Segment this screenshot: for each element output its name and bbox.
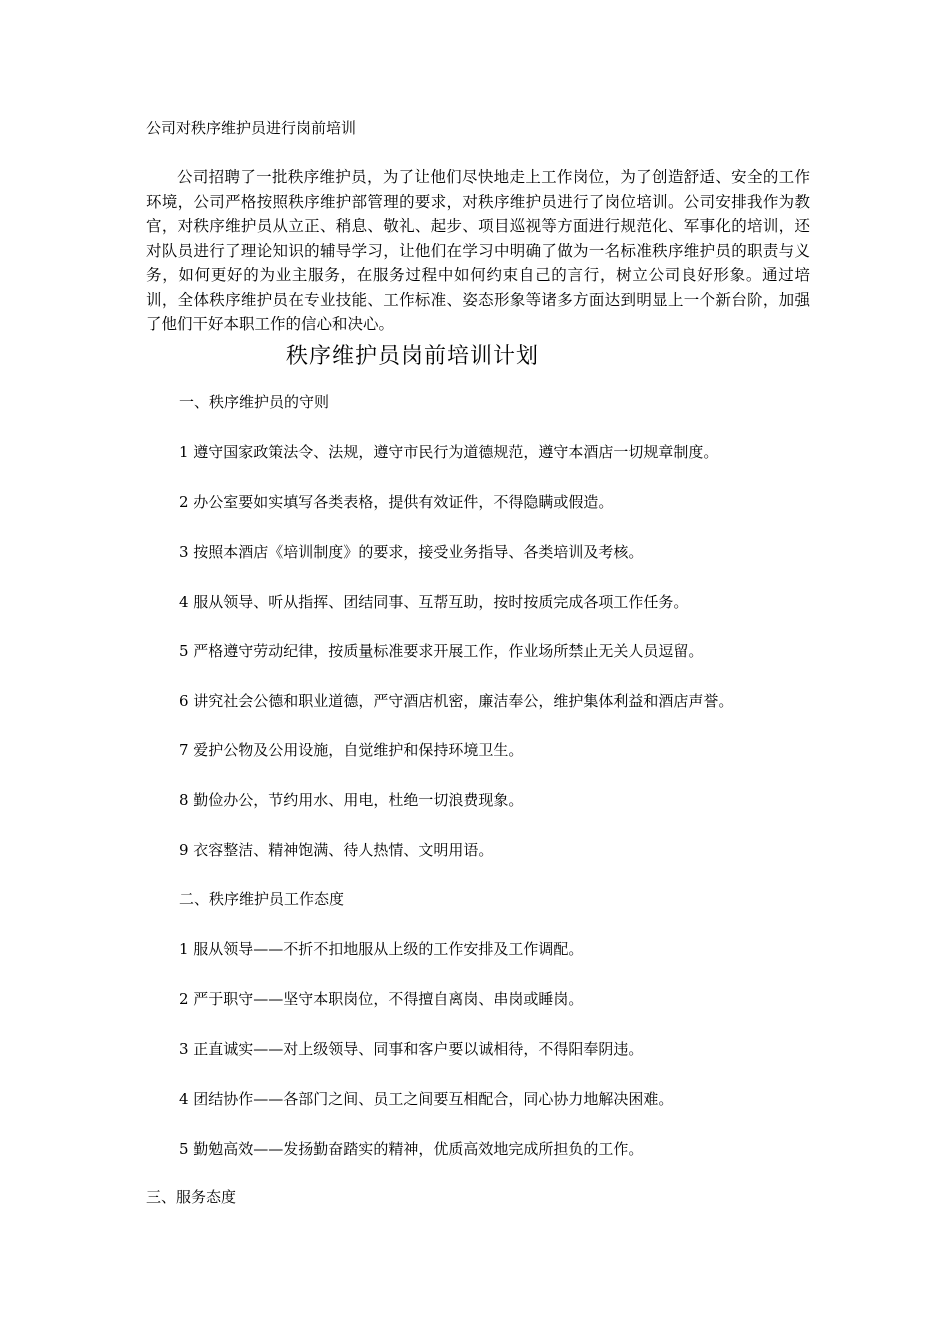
section1-heading: 一、秩序维护员的守则 xyxy=(179,393,330,411)
rule-item-6: 6 讲究社会公德和职业道德，严守酒店机密，廉洁奉公，维护集体利益和酒店声誉。 xyxy=(179,692,734,710)
rule-item-3: 3 按照本酒店《培训制度》的要求，接受业务指导、各类培训及考核。 xyxy=(179,543,644,561)
section2-heading: 二、秩序维护员工作态度 xyxy=(179,890,345,908)
rule-item-7: 7 爱护公物及公用设施，自觉维护和保持环境卫生。 xyxy=(179,741,524,759)
attitude-item-3: 3 正直诚实——对上级领导、同事和客户要以诚相待，不得阳奉阴违。 xyxy=(179,1040,644,1058)
document-title: 公司对秩序维护员进行岗前培训 xyxy=(146,119,357,137)
attitude-item-1: 1 服从领导——不折不扣地服从上级的工作安排及工作调配。 xyxy=(179,940,584,958)
intro-paragraph: 公司招聘了一批秩序维护员，为了让他们尽快地走上工作岗位，为了创造舒适、安全的工作环境，公司严格按照秩序维护部管理的要求，对秩序维护员进行了岗位培训。公司安排我作为教官，对秩序维护员从立正、稍息、敬礼、起步、项目巡视等方面进行规范化、军事化的培训，还对队员进行了理论知识的辅导学习，让他们在学习中明确了做为一名标准秩序维护员的职责与义务，如何更好的为业主服务，在服务过程中如何约束自己的言行，树立公司良好形象。通过培训，全体秩序维护员在专业技能、工作标准、姿态形象等诸多方面达到明显上一个新台阶，加强了他们干好本职工作的信心和决心。 xyxy=(146,168,810,333)
rule-item-5: 5 严格遵守劳动纪律，按质量标准要求开展工作，作业场所禁止无关人员逗留。 xyxy=(179,642,704,660)
rule-item-4: 4 服从领导、听从指挥、团结同事、互帮互助，按时按质完成各项工作任务。 xyxy=(179,593,689,611)
rule-item-8: 8 勤俭办公，节约用水、用电，杜绝一切浪费现象。 xyxy=(179,791,524,809)
attitude-item-5: 5 勤勉高效——发扬勤奋踏实的精神，优质高效地完成所担负的工作。 xyxy=(179,1140,644,1158)
rule-item-1: 1 遵守国家政策法令、法规，遵守市民行为道德规范，遵守本酒店一切规章制度。 xyxy=(179,443,719,461)
section3-heading: 三、服务态度 xyxy=(146,1188,237,1206)
rule-item-9: 9 衣容整洁、精神饱满、待人热情、文明用语。 xyxy=(179,841,494,859)
attitude-item-4: 4 团结协作——各部门之间、员工之间要互相配合，同心协力地解决困难。 xyxy=(179,1090,674,1108)
rule-item-2: 2 办公室要如实填写各类表格，提供有效证件，不得隐瞒或假造。 xyxy=(179,493,614,511)
attitude-item-2: 2 严于职守——坚守本职岗位，不得擅自离岗、串岗或睡岗。 xyxy=(179,990,584,1008)
plan-title: 秩序维护员岗前培训计划 xyxy=(286,344,540,369)
